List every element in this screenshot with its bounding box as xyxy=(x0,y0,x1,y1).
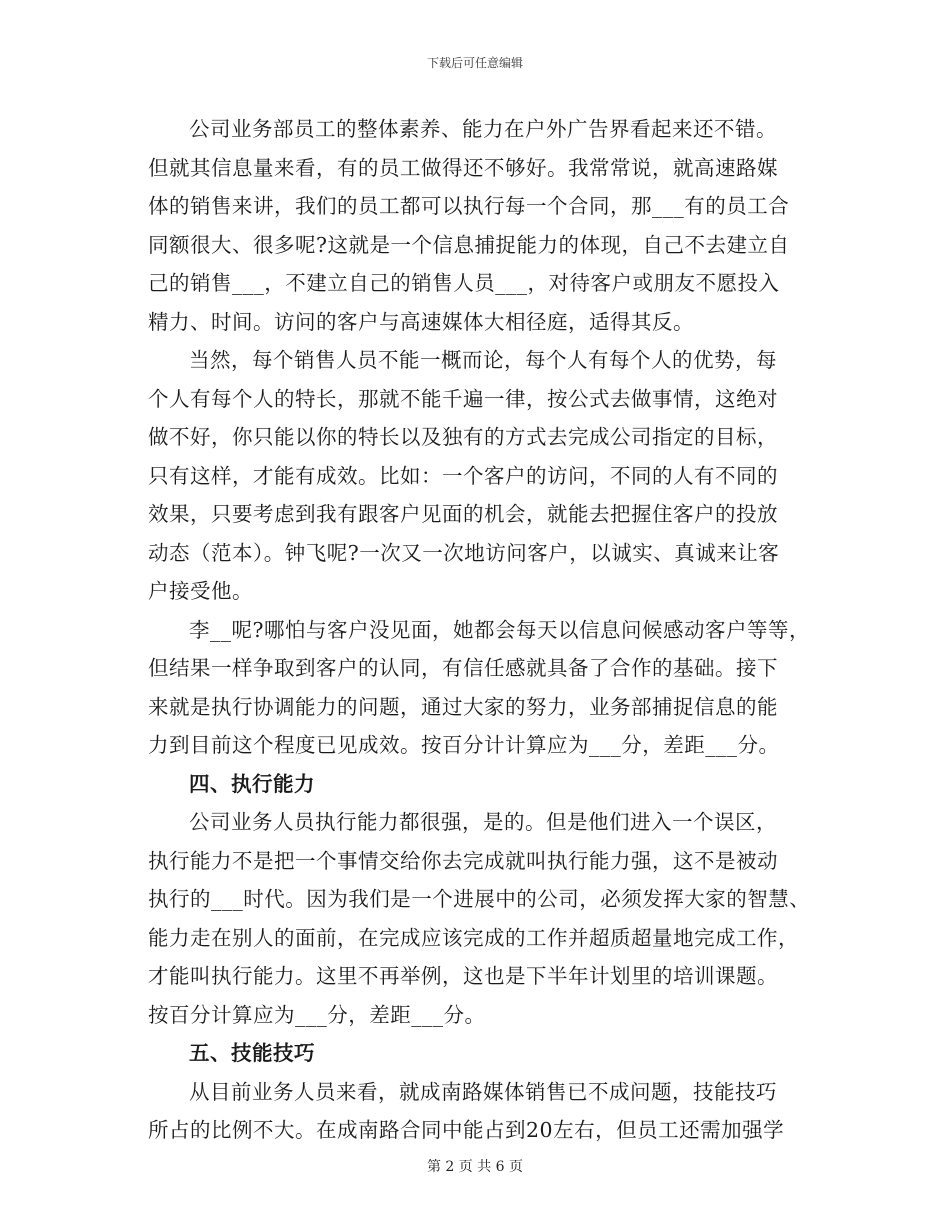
section-heading: 四、执行能力 xyxy=(189,771,315,796)
text-line: 效果，只要考虑到我有跟客户见面的机会，就能去把握住客户的投放 xyxy=(148,502,778,526)
text-line: 执行的___时代。因为我们是一个进展中的公司，必须发挥大家的智慧、 xyxy=(148,887,811,911)
text-line: 己的销售___，不建立自己的销售人员___，对待客户或朋友不愿投入 xyxy=(148,271,780,295)
text-line: 从目前业务人员来看，就成南路媒体销售已不成问题，技能技巧 xyxy=(189,1079,777,1104)
text-line: 个人有每个人的特长，那就不能千遍一律，按公式去做事情，这绝对 xyxy=(148,386,778,411)
text-line: 动态（范本）。钟飞呢?一次又一次地访问客户，以诚实、真诚来让客 xyxy=(148,540,780,565)
text-line: 才能叫执行能力。这里不再举例，这也是下半年计划里的培训课题。 xyxy=(148,964,778,988)
text-line: 按百分计算应为___分，差距___分。 xyxy=(148,1002,486,1027)
text-line: 所占的比例不大。在成南路合同中能占到20左右，但员工还需加强学 xyxy=(148,1118,785,1142)
text-line: 执行能力不是把一个事情交给你去完成就叫执行能力强，这不是被动 xyxy=(148,848,778,873)
text-line: 李__呢?哪怕与客户没见面，她都会每天以信息问候感动客户等等， xyxy=(189,617,810,642)
text-line: 同额很大、很多呢?这就是一个信息捕捉能力的体现，自己不去建立自 xyxy=(148,232,790,257)
text-line: 公司业务部员工的整体素养、能力在户外广告界看起来还不错。 xyxy=(189,117,777,141)
page-header: 下载后可任意编辑 xyxy=(426,56,523,70)
text-line: 能力走在别人的面前，在完成应该完成的工作并超质超量地完成工作， xyxy=(148,925,799,950)
text-line: 精力、时间。访问的客户与高速媒体大相径庭，适得其反。 xyxy=(148,309,694,334)
page-footer: 第 2 页 共 6 页 xyxy=(426,1159,524,1175)
text-line: 来就是执行协调能力的问题，通过大家的努力，业务部捕捉信息的能 xyxy=(148,694,778,719)
text-line: 体的销售来讲，我们的员工都可以执行每一个合同，那___有的员工合 xyxy=(148,194,790,218)
text-line: 户接受他。 xyxy=(148,579,253,603)
text-line: 公司业务人员执行能力都很强，是的。但是他们进入一个误区， xyxy=(189,810,777,834)
document-body xyxy=(148,110,818,1150)
section-heading: 五、技能技巧 xyxy=(189,1041,315,1065)
text-line: 做不好，你只能以你的特长以及独有的方式去完成公司指定的目标， xyxy=(148,425,778,449)
text-line: 但就其信息量来看，有的员工做得还不够好。我常常说，就高速路媒 xyxy=(148,155,778,180)
text-line: 力到目前这个程度已见成效。按百分计计算应为___分，差距___分。 xyxy=(148,733,780,757)
text-line: 当然，每个销售人员不能一概而论，每个人有每个人的优势，每 xyxy=(189,348,777,372)
text-line: 但结果一样争取到客户的认同，有信任感就具备了合作的基础。接下 xyxy=(148,656,778,680)
text-line: 只有这样，才能有成效。比如：一个客户的访问，不同的人有不同的 xyxy=(148,463,778,488)
